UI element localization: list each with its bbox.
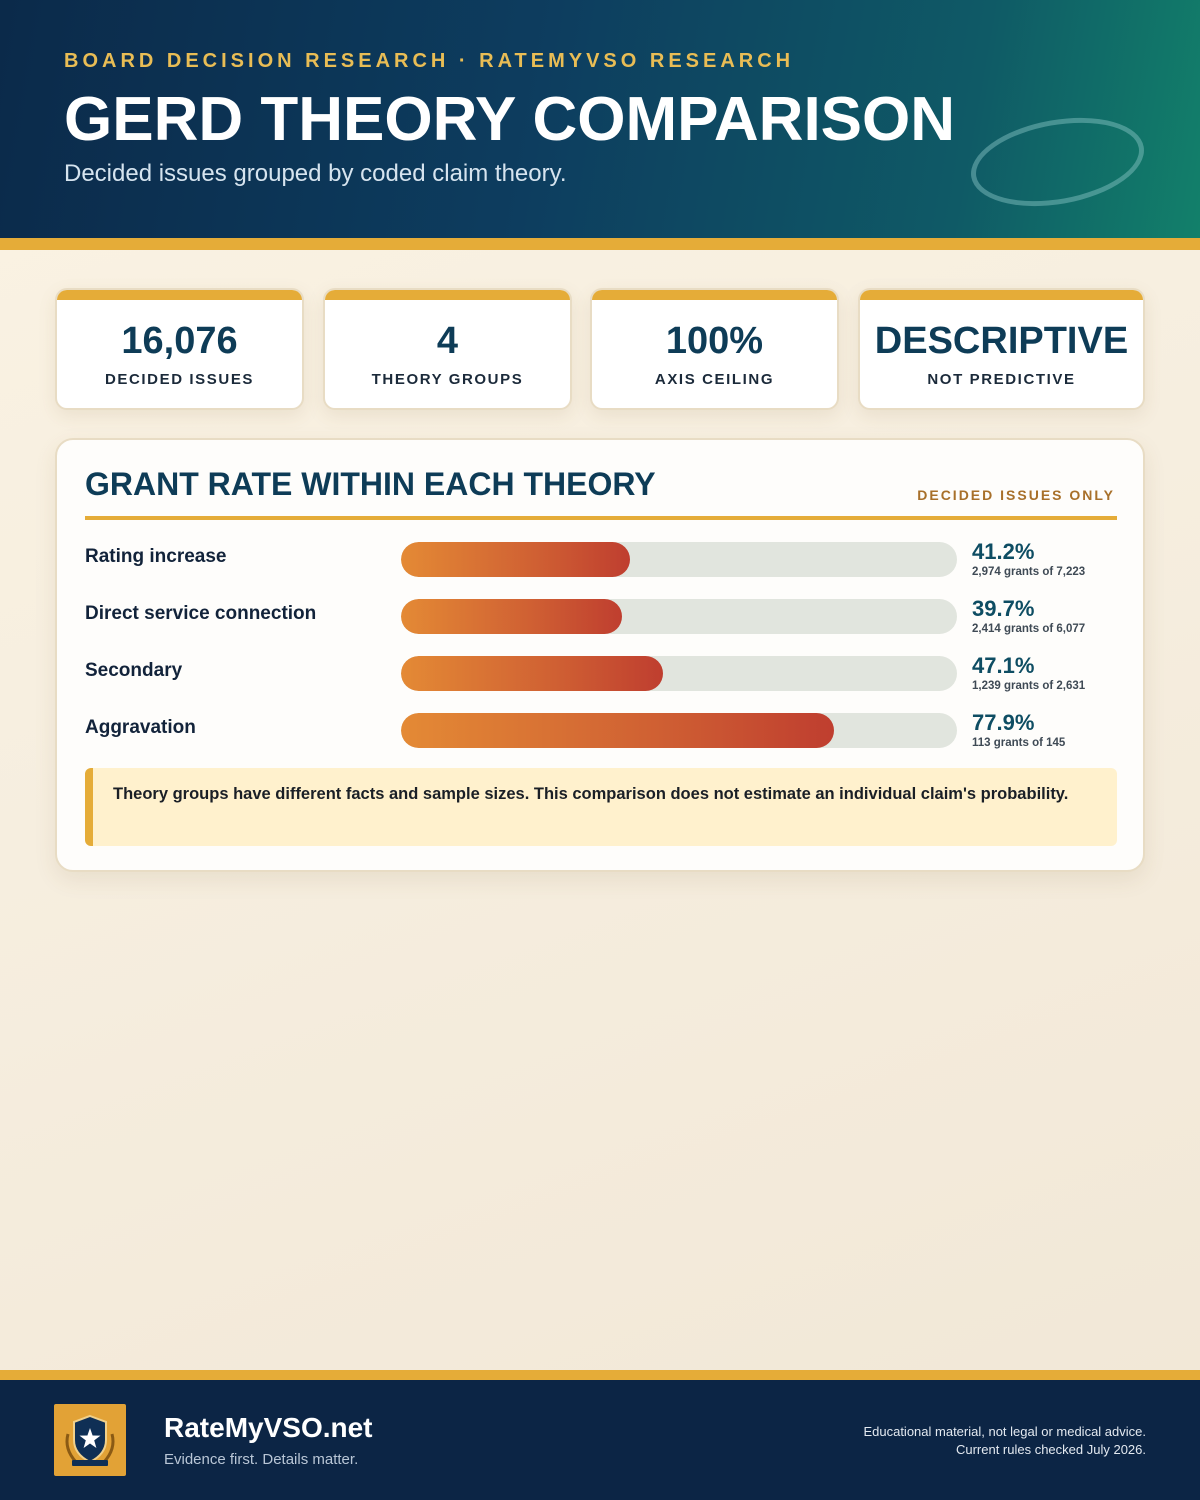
bar-count-label: 2,414 grants of 6,077 — [972, 623, 1086, 635]
bar-category-label: Aggravation — [85, 717, 196, 738]
page-subtitle: Decided issues grouped by coded claim theory. — [64, 160, 567, 187]
caveat-note: Theory groups have different facts and sample sizes. This comparison does not estimate an individual claim's probability. — [85, 768, 1117, 846]
stat-value: 100% — [665, 320, 764, 362]
footer — [0, 1380, 1200, 1500]
bar-track — [401, 542, 957, 577]
shield-star-laurel-icon — [54, 1404, 126, 1476]
stat-label: AXIS CEILING — [654, 371, 775, 388]
stat-label: DECIDED ISSUES — [104, 371, 255, 388]
header-kicker: BOARD DECISION RESEARCH · RATEMYVSO RESEARCH — [64, 50, 795, 72]
stat-card-axis-ceiling — [590, 288, 839, 410]
bar-category-label: Direct service connection — [85, 603, 317, 624]
bar-value-label: 41.2% — [972, 539, 1035, 564]
stat-value: 16,076 — [121, 320, 238, 362]
page-title: GERD THEORY COMPARISON — [64, 85, 956, 154]
stat-card-decided-issues — [55, 288, 304, 410]
bar-count-label: 1,239 grants of 2,631 — [972, 680, 1086, 692]
bar-category-label: Secondary — [85, 660, 183, 681]
bar-track — [401, 713, 957, 748]
bar-count-label: 2,974 grants of 7,223 — [972, 566, 1086, 578]
stat-card-descriptive — [858, 288, 1145, 410]
bar-count-label: 113 grants of 145 — [972, 737, 1066, 749]
bar-value-label: 77.9% — [972, 710, 1035, 735]
stat-label: NOT PREDICTIVE — [927, 371, 1076, 388]
bar-value-label: 39.7% — [972, 596, 1035, 621]
stat-value: DESCRIPTIVE — [874, 320, 1129, 362]
chart-scope-tag: DECIDED ISSUES ONLY — [917, 487, 1115, 503]
chart-title: GRANT RATE WITHIN EACH THEORY — [85, 466, 656, 502]
bar-fill — [401, 656, 663, 691]
header-accent-bar — [0, 238, 1200, 250]
bar-fill — [401, 599, 622, 634]
bar-track — [401, 656, 957, 691]
bar-fill — [401, 542, 630, 577]
stat-value: 4 — [436, 320, 459, 362]
bar-track — [401, 599, 957, 634]
chart-panel — [55, 438, 1145, 872]
decorative-ring — [964, 105, 1151, 218]
bar-value-label: 47.1% — [972, 653, 1035, 678]
disclaimer-line: Educational material, not legal or medical advice. — [863, 1424, 1146, 1439]
header-banner — [0, 0, 1200, 238]
bar-category-label: Rating increase — [85, 546, 227, 567]
footer-disclaimer — [863, 1423, 1146, 1459]
brand-name: RateMyVSO.net — [164, 1412, 373, 1443]
disclaimer-line: Current rules checked July 2026. — [955, 1442, 1146, 1457]
stat-card-accent — [860, 290, 1143, 300]
brand-tagline: Evidence first. Details matter. — [164, 1451, 359, 1468]
bar-fill — [401, 713, 834, 748]
stat-label: THEORY GROUPS — [371, 371, 524, 388]
stat-card-accent — [57, 290, 302, 300]
footer-accent-bar — [0, 1370, 1200, 1380]
stat-card-accent — [592, 290, 837, 300]
stat-card-accent — [325, 290, 570, 300]
chart-title-rule — [85, 516, 1117, 520]
stat-card-theory-groups — [323, 288, 572, 410]
